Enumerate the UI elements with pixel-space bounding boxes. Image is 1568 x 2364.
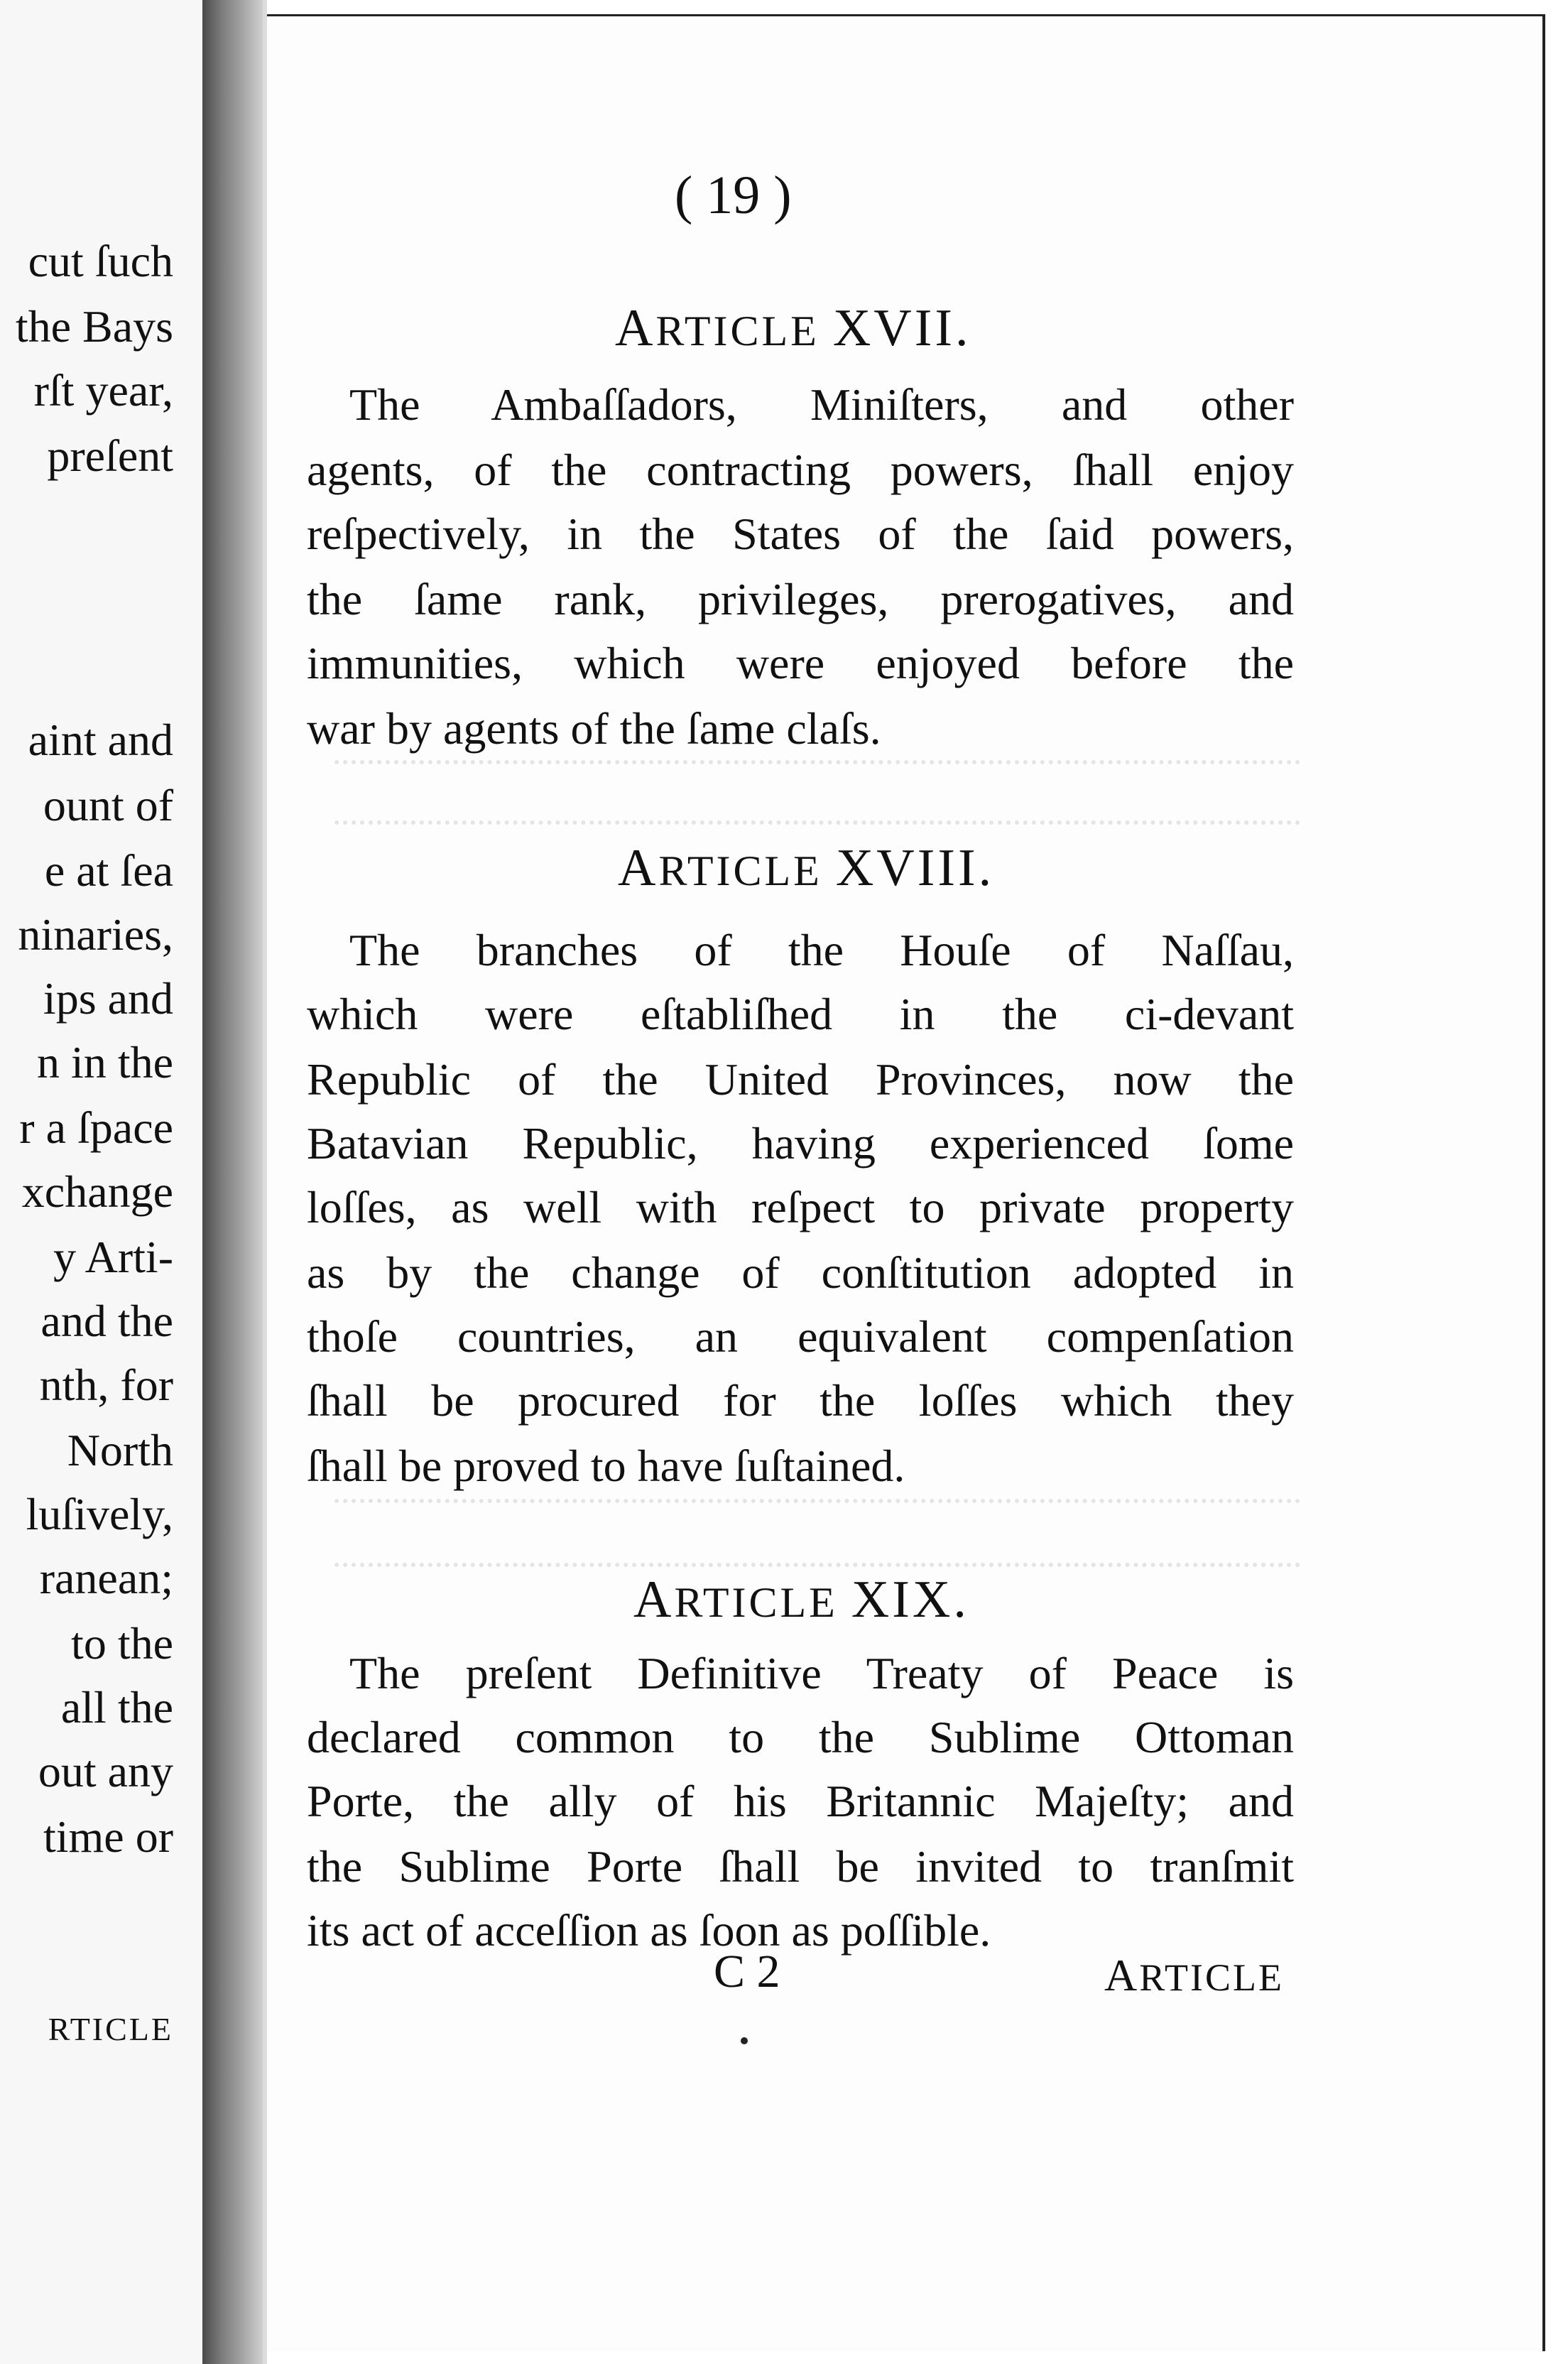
ink-dot: [741, 2037, 748, 2044]
left-page-line: out any: [38, 1746, 173, 1796]
left-page-line: ranean;: [39, 1553, 173, 1603]
left-page-line: luſively,: [26, 1489, 173, 1539]
article-text-line: the Sublime Porte ſhall be invited to tranſmit: [307, 1841, 1294, 1892]
left-page-line: ninaries,: [18, 909, 173, 960]
article-text-line: agents, of the contracting powers, ſhall enjoy: [307, 445, 1294, 495]
book-gutter: [202, 0, 263, 2364]
article-heading: [618, 838, 994, 899]
catchword-rest: RTICLE: [1139, 1956, 1284, 1999]
left-page-line: r a ſpace: [19, 1102, 173, 1153]
article-text-line: war by agents of the ſame claſs.: [307, 703, 881, 754]
article-text-line: Republic of the United Provinces, now the: [307, 1054, 1294, 1105]
article-heading: [615, 298, 971, 359]
show-through-shadow: [334, 778, 1300, 825]
heading-numeral: XVII.: [832, 299, 971, 357]
article-text-line: loſſes, as well with reſpect to private property: [307, 1182, 1294, 1232]
article-text-line: thoſe countries, an equivalent compenſation: [307, 1311, 1294, 1362]
left-page-line: time or: [43, 1811, 173, 1862]
left-page-line: xchange: [21, 1166, 173, 1217]
article-text-line: the ſame rank, privileges, prerogatives, and: [307, 574, 1294, 624]
catchword: [1104, 1949, 1284, 2002]
left-page-line: n in the: [37, 1037, 173, 1088]
article-text-line: its act of acceſſion as ſoon as poſſible.: [307, 1905, 991, 1956]
heading-word: RTICLE: [658, 847, 822, 894]
heading-numeral: XIX.: [851, 1571, 969, 1629]
heading-initial: A: [618, 839, 659, 897]
left-page-line: rſt year,: [33, 365, 173, 416]
left-page-line: ount of: [43, 780, 173, 830]
article-text-line: ſhall be procured for the loſſes which they: [307, 1375, 1294, 1426]
article-text-line: reſpectively, in the States of the ſaid powers,: [307, 509, 1294, 559]
article-text-line: The Ambaſſadors, Miniſters, and other: [349, 379, 1294, 430]
left-page-line: cut ſuch: [28, 236, 173, 286]
article-text-line: as by the change of conſtitution adopted in: [307, 1247, 1294, 1298]
left-page-line: preſent: [47, 430, 173, 481]
article-text-line: The preſent Definitive Treaty of Peace is: [349, 1648, 1294, 1698]
signature-mark: C 2: [714, 1946, 780, 1997]
left-page-line: y Arti-: [53, 1232, 173, 1282]
catchword-initial: A: [1104, 1950, 1140, 2000]
article-text-line: declared common to the Sublime Ottoman: [307, 1712, 1294, 1762]
left-page-catchword: RTICLE: [48, 2011, 173, 2047]
article-text-line: Porte, the ally of his Britannic Majeſty; and: [307, 1776, 1294, 1826]
article-text-line: ſhall be proved to have ſuſtained.: [307, 1441, 905, 1491]
page-number: ( 19 ): [675, 166, 792, 225]
left-page-line: to the: [71, 1618, 173, 1669]
left-page-line: nth, for: [39, 1360, 173, 1410]
left-page-line: North: [67, 1425, 173, 1475]
heading-numeral: XVIII.: [835, 839, 995, 897]
left-page-line: and the: [40, 1296, 173, 1346]
left-page-line: ips and: [43, 973, 173, 1024]
heading-word: RTICLE: [674, 1579, 838, 1626]
left-page-line: all the: [60, 1682, 173, 1733]
left-page-line: the Bays: [15, 301, 173, 352]
article-text-line: Batavian Republic, having experienced ſome: [307, 1118, 1294, 1169]
article-heading: [633, 1570, 969, 1630]
heading-initial: A: [633, 1571, 675, 1629]
heading-word: RTICLE: [655, 308, 820, 354]
heading-initial: A: [615, 299, 656, 357]
article-text-line: which were eſtabliſhed in the ci-devant: [307, 989, 1294, 1039]
article-text-line: immunities, which were enjoyed before the: [307, 638, 1294, 688]
left-page-line: e at ſea: [44, 845, 173, 896]
left-page-line: aint and: [28, 715, 173, 765]
left-facing-page: [0, 0, 206, 2364]
article-text-line: The branches of the Houſe of Naſſau,: [349, 925, 1294, 975]
show-through-shadow: [334, 1520, 1300, 1567]
